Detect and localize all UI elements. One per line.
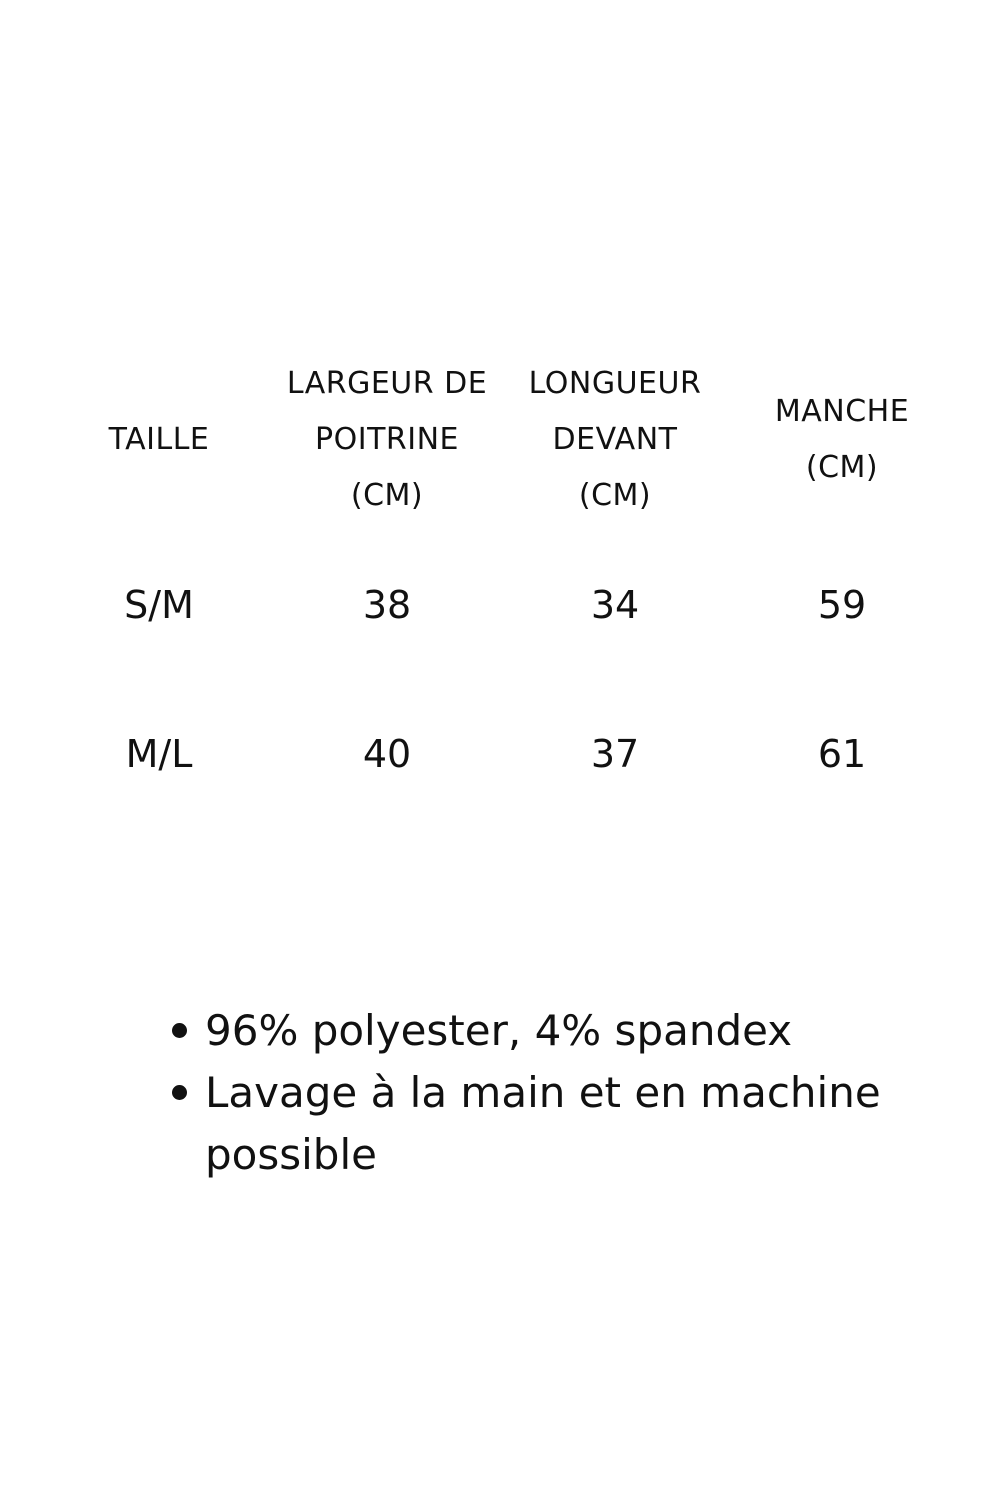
bullet-icon xyxy=(172,1023,187,1038)
header-row xyxy=(45,355,955,525)
chest-cell: 38 xyxy=(362,583,412,627)
header-sleeve xyxy=(729,355,955,525)
length-cell: 37 xyxy=(590,732,640,776)
sleeve-cell: 61 xyxy=(817,732,867,776)
care-list xyxy=(205,1000,885,1186)
header-line: DEVANT xyxy=(552,422,678,457)
list-item xyxy=(205,1062,885,1186)
header-line: MANCHE xyxy=(774,394,910,429)
bullet-icon xyxy=(172,1085,187,1100)
header-size xyxy=(45,355,273,525)
care-text: Lavage à la main et en machine possible xyxy=(205,1068,881,1179)
list-item xyxy=(205,1000,885,1062)
header-line: (CM) xyxy=(350,478,424,513)
header-line: POITRINE xyxy=(315,422,459,457)
header-chest-width xyxy=(273,355,501,525)
chest-cell: 40 xyxy=(362,732,412,776)
header-line: LARGEUR DE xyxy=(286,366,488,401)
header-line: (CM) xyxy=(805,450,879,485)
table-row xyxy=(45,685,955,823)
size-cell: S/M xyxy=(124,583,194,627)
header-line: TAILLE xyxy=(108,422,210,457)
header-line: LONGUEUR xyxy=(528,366,702,401)
length-cell: 34 xyxy=(590,583,640,627)
header-front-length xyxy=(501,355,729,525)
sleeve-cell: 59 xyxy=(817,583,867,627)
table-row xyxy=(45,525,955,685)
header-line: (CM) xyxy=(578,478,652,513)
care-text: 96% polyester, 4% spandex xyxy=(205,1006,793,1055)
size-table xyxy=(45,355,955,823)
size-cell: M/L xyxy=(125,732,193,776)
